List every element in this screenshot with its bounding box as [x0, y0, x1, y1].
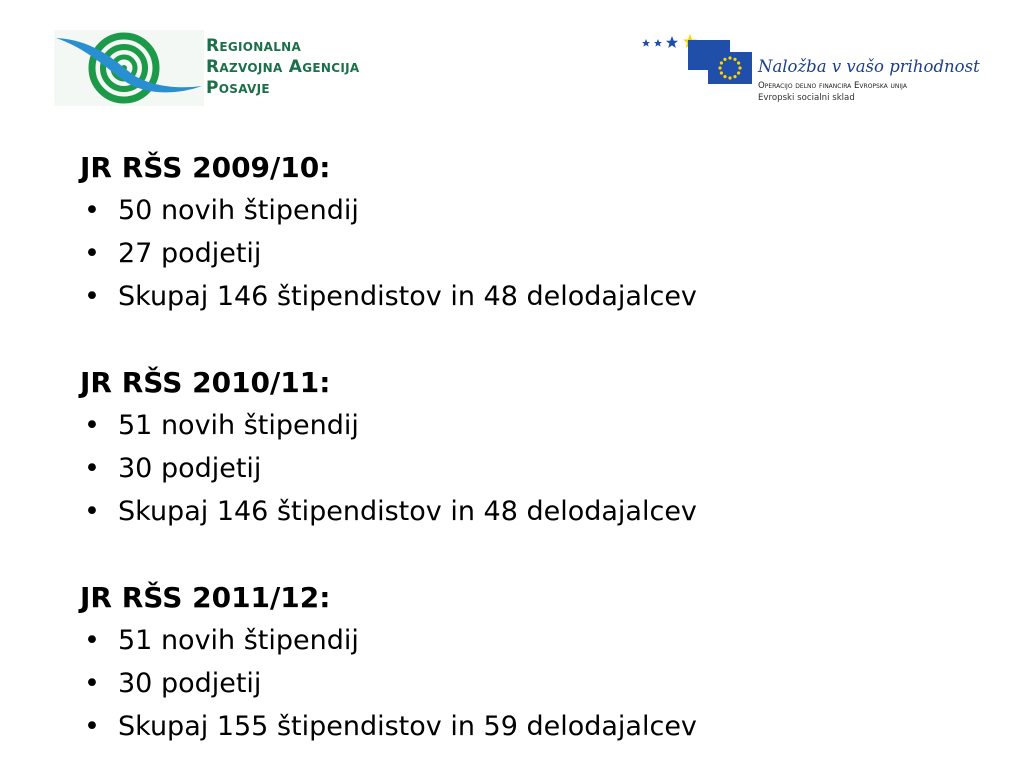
list-item — [80, 189, 980, 232]
list-item-text: 27 podjetij — [118, 238, 262, 269]
bullet-icon: • — [84, 195, 100, 226]
eu-flag-icon — [640, 30, 760, 90]
list-item — [80, 232, 980, 275]
section-2010-11 — [80, 361, 980, 533]
section-2011-12 — [80, 576, 980, 748]
bullet-icon: • — [84, 410, 100, 441]
list-item — [80, 619, 980, 662]
list-item-text: Skupaj 155 štipendistov in 59 delodajalcev — [118, 711, 697, 742]
list-item-text: 51 novih štipendij — [118, 625, 359, 656]
bullet-icon: • — [84, 668, 100, 699]
list-item — [80, 404, 980, 447]
eu-fund-name: Evropski socialni sklad — [758, 93, 855, 103]
rra-logo-line-2: Razvojna Agencija — [206, 57, 360, 77]
rra-logo — [54, 30, 394, 106]
bullet-list — [80, 404, 980, 533]
list-item — [80, 275, 980, 318]
list-item — [80, 490, 980, 533]
bullet-list — [80, 619, 980, 748]
bullet-icon: • — [84, 453, 100, 484]
list-item — [80, 662, 980, 705]
rra-logo-text — [206, 36, 359, 99]
bullet-icon: • — [84, 238, 100, 269]
eu-esf-logo — [640, 30, 980, 110]
rra-logo-line-3: Posavje — [206, 78, 270, 98]
bullet-list — [80, 189, 980, 318]
list-item-text: 30 podjetij — [118, 668, 262, 699]
list-item-text: 30 podjetij — [118, 453, 262, 484]
eu-slogan: Naložba v vašo prihodnost — [758, 57, 980, 76]
slide-content — [80, 146, 980, 748]
section-heading: JR RŠS 2011/12: — [80, 581, 331, 614]
list-item-text: 51 novih štipendij — [118, 410, 359, 441]
list-item-text: 50 novih štipendij — [118, 195, 359, 226]
list-item — [80, 705, 980, 748]
list-item — [80, 447, 980, 490]
section-heading: JR RŠS 2010/11: — [80, 366, 331, 399]
section-heading: JR RŠS 2009/10: — [80, 151, 331, 184]
bullet-icon: • — [84, 625, 100, 656]
rra-logo-mark-icon — [54, 30, 204, 106]
bullet-icon: • — [84, 711, 100, 742]
section-2009-10 — [80, 146, 980, 318]
list-item-text: Skupaj 146 štipendistov in 48 delodajalcev — [118, 281, 697, 312]
eu-cofinancing-text: Operacijo delno financira Evropska unija — [758, 81, 907, 91]
rra-logo-line-1: Regionalna — [206, 36, 302, 56]
bullet-icon: • — [84, 281, 100, 312]
bullet-icon: • — [84, 496, 100, 527]
list-item-text: Skupaj 146 štipendistov in 48 delodajalcev — [118, 496, 697, 527]
